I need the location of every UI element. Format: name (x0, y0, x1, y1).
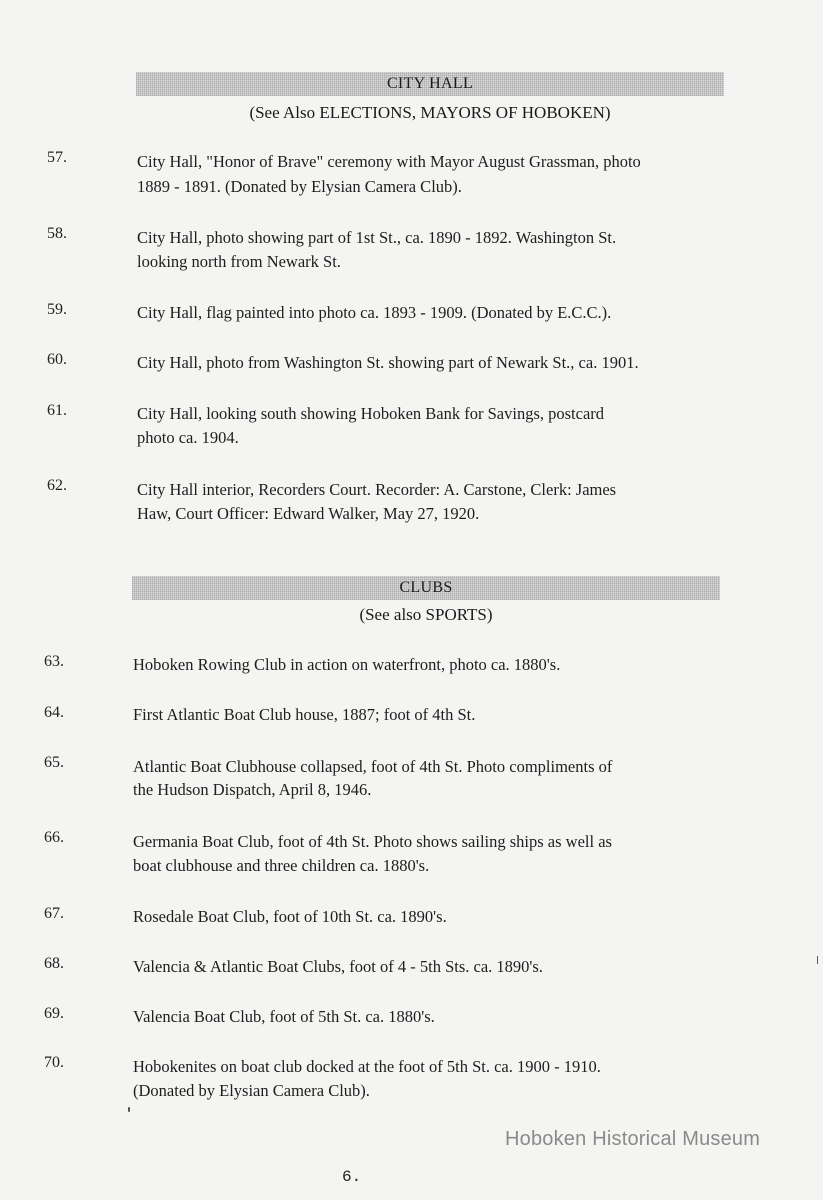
section-subtitle-clubs: (See also SPORTS) (359, 605, 493, 624)
entry-text: City Hall, looking south showing Hoboken Bank for Savings, postcard (137, 404, 605, 423)
entry-text: the Hudson Dispatch, April 8, 1946. (133, 780, 372, 799)
entry-text: City Hall, photo showing part of 1st St., ca. 1890 - 1892. Washington St. (137, 228, 617, 247)
entry-text: photo ca. 1904. (137, 428, 239, 447)
section-subtitle-city-hall: (See Also ELECTIONS, MAYORS OF HOBOKEN) (249, 103, 611, 122)
entry-number: 61. (47, 402, 67, 419)
page-number: 6. (342, 1168, 362, 1186)
entry-number: 66. (44, 829, 64, 846)
entry-text: Haw, Court Officer: Edward Walker, May 27, 1920. (137, 504, 480, 523)
section-header-clubs (132, 576, 720, 600)
entry-text: looking north from Newark St. (137, 252, 341, 271)
entry-text: (Donated by Elysian Camera Club). (133, 1081, 370, 1100)
entry-text: First Atlantic Boat Club house, 1887; foot of 4th St. (133, 705, 476, 724)
entry-text: City Hall, photo from Washington St. showing part of Newark St., ca. 1901. (137, 353, 639, 372)
entry-number: 59. (47, 301, 67, 318)
entry-number: 64. (44, 704, 64, 721)
entry-number: 69. (44, 1005, 64, 1022)
entry-text: Valencia & Atlantic Boat Clubs, foot of 4 - 5th Sts. ca. 1890's. (133, 957, 543, 976)
entry-text: Hoboken Rowing Club in action on waterfront, photo ca. 1880's. (133, 655, 561, 674)
entry-text: Valencia Boat Club, foot of 5th St. ca. 1880's. (133, 1007, 435, 1026)
scan-speck (128, 1107, 130, 1112)
entry-text: boat clubhouse and three children ca. 1880's. (133, 856, 430, 875)
entry-number: 63. (44, 653, 64, 670)
section-header-city-hall (136, 72, 724, 96)
entry-number: 70. (44, 1054, 64, 1071)
entry-number: 62. (47, 477, 67, 494)
entry-text: Hobokenites on boat club docked at the foot of 5th St. ca. 1900 - 1910. (133, 1057, 601, 1076)
entry-number: 65. (44, 754, 64, 771)
entry-text: Germania Boat Club, foot of 4th St. Photo shows sailing ships as well as (133, 832, 612, 851)
entry-text: City Hall, "Honor of Brave" ceremony with Mayor August Grassman, photo (137, 152, 641, 171)
entry-text: Rosedale Boat Club, foot of 10th St. ca. 1890's. (133, 907, 447, 926)
entry-number: 60. (47, 351, 67, 368)
entry-number: 58. (47, 225, 67, 242)
scan-speck (817, 956, 818, 964)
entry-number: 68. (44, 955, 64, 972)
watermark-text: Hoboken Historical Museum (505, 1128, 761, 1150)
entry-text: 1889 - 1891. (Donated by Elysian Camera Club). (137, 177, 462, 196)
entry-text: City Hall interior, Recorders Court. Recorder: A. Carstone, Clerk: James (137, 480, 617, 499)
section-title-city-hall: CITY HALL (386, 75, 474, 92)
entry-text: City Hall, flag painted into photo ca. 1893 - 1909. (Donated by E.C.C.). (137, 303, 612, 322)
entry-number: 57. (47, 149, 67, 166)
entry-number: 67. (44, 905, 64, 922)
section-title-clubs: CLUBS (399, 579, 453, 596)
entry-text: Atlantic Boat Clubhouse collapsed, foot of 4th St. Photo compliments of (133, 757, 613, 776)
